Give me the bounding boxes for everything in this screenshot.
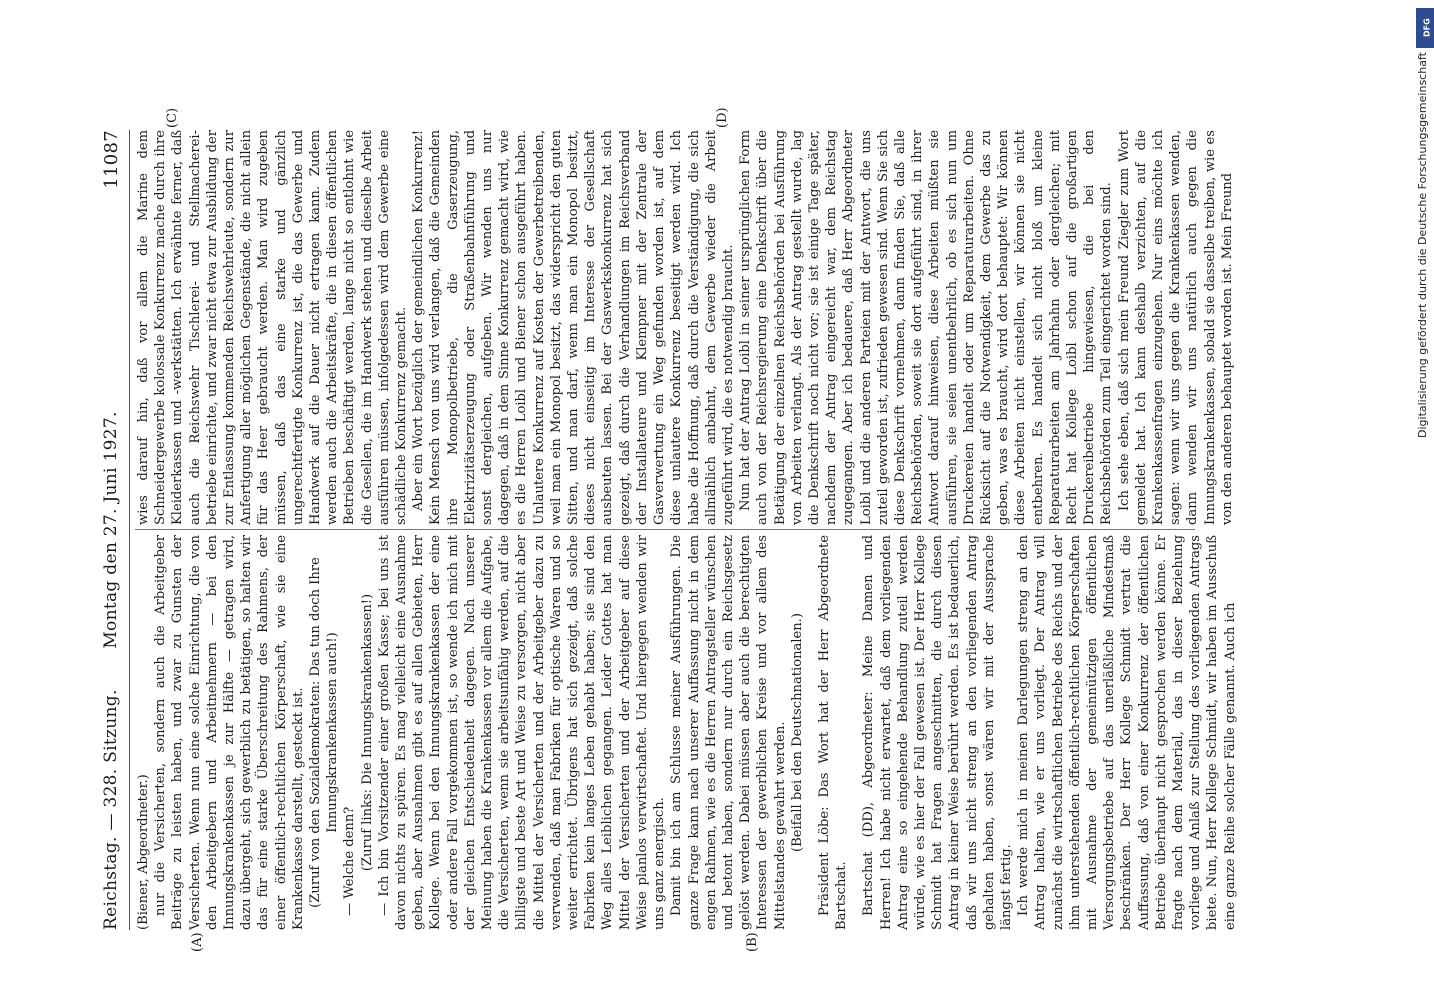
- paragraph: Ich werde mich in meinen Darlegungen streng an den Antrag halten, wie er uns vorliegt. Der Antrag will zunächst die wirtschaftlichen Betriebe des Reichs und der ihm unterstehenden öffentlich-rechtlichen Körperschaften mit Ausnahme der gemeinnützigen öffentlichen Versorgungsbetriebe auf das unerläßliche Mindestmaß beschränken. Der Herr Kollege Schmidt vertrat die Auffassung, daß von einer Konkurrenz der öffentlichen Betriebe überhaupt nicht gesprochen werden könne. Er fragte nach dem Material, das in dieser Beziehung vorliege und Anlaß zur Stellung des vorliegenden Antrags biete. Nun, Herr Kollege Schmidt, wir haben im Ausschuß eine ganze Reihe solcher Fälle genannt. Auch ich: [1016, 535, 1238, 930]
- interjection: (Zuruf links: Die Innungskrankenkassen!): [359, 593, 375, 872]
- paragraph: — Ich bin Vorsitzender einer großen Kasse; bei uns ist davon nichts zu spüren. Es mag vielleicht eine Ausnahme geben, aber Ausnahmen gibt es auf allen Gebieten, Herr Kollege. Wenn bei den Innungskrankenkassen der eine oder andere Fall vorgekommen ist, so wende ich mich mit der gleichen Entschiedenheit dagegen. Nach unserer Meinung haben die Krankenkassen vor allem die Aufgabe, die Versicherten, wenn sie arbeitsunfähig werden, auf die billigste und beste Art und Weise zu versorgen, nicht aber die Mittel der Versicherten und der Arbeitgeber dazu zu verwenden, daß man Fabriken für optische Waren und so weiter errichtet. Übrigens hat sich gezeigt, daß solche Fabriken kein langes Leben gehabt haben; sie sind den Weg alles Leiblichen gegangen. Leider Gottes hat man Mittel der Versicherten und der Arbeitgeber auf diese Weise planlos verwirtschaftet. Und hiergegen wenden wir uns ganz energisch.: [376, 535, 668, 930]
- margin-mark-a: (A): [190, 932, 205, 952]
- margin-mark-b: (B): [745, 932, 760, 952]
- paragraph: Bartschat (DD), Abgeordneter: Meine Damen und Herren! Ich habe nicht erwartet, daß dem vorliegenden Antrag eine so eingehende Behandlung zuteil werden würde, wie es hier der Fall gewesen ist. Der Herr Kollege Schmidt hat Fragen angeschnitten, die durch diesen Antrag in keiner Weise berührt werden. Es ist bedauerlich, daß wir uns nicht streng an den vorliegenden Antrag gehalten haben, sonst wären wir mit der Aussprache längst fertig.: [861, 535, 1014, 930]
- paragraph: Damit bin ich am Schlusse meiner Ausführungen. Die ganze Frage kann nach unserer Auffassung nicht in dem engen Rahmen, wie es die Herren Antragsteller wünschen und betont haben, sondern nur durch ein Reichsgesetz gelöst werden. Dabei müssen aber auch die berechtigten Interessen der gewerblichen Kreise und vor allem des Mittelstandes gewahrt werden.: [669, 535, 788, 930]
- paragraph: nur die Versicherten, sondern auch die Arbeitgeber Beiträge zu leisten haben, und zwar zu Gunsten der Versicherten. Wenn nun eine solche Einrichtung, die von den Arbeitgebern und Arbeitnehmern — bei den Innungskrankenkassen je zur Hälfte — getragen wird, dazu übergeht, sich gewerblich zu betätigen, so halten wir das für eine starke Überschreitung des Rahmens, der einer öffentlich-rechtlichen Körperschaft, wie sie eine Krankenkasse darstellt, gesteckt ist.: [153, 535, 306, 930]
- president-statement: Präsident Löbe: Das Wort hat der Herr Abgeordnete Bartschat.: [816, 535, 850, 930]
- paragraph: Nun hat der Antrag Loibl in seiner ursprünglichen Form auch von der Reichsregierung eine Denkschrift über die Betätigung der einzelnen Reichsbehörden bei Ausführung von Arbeiten verlangt. Als der Antrag gestellt wurde, lag die Denkschrift noch nicht vor; sie ist einige Tage später, nachdem der Antrag eingereicht war, dem Reichstag zugegangen. Aber ich bedauere, daß Herr Abgeordneter Loibl und die anderen Parteien mit der Antwort, die uns zuteil geworden ist, zufrieden gewesen sind. Wenn Sie sich diese Denkschrift vornehmen, dann finden Sie, daß alle Reichsbehörden, soweit sie dort aufgeführt sind, in ihrer Antwort darauf hinweisen, diese Arbeiten müßten sie ausführen, sie seien unentbehrlich, ob es sich nun um Druckereien handelt oder um Reparaturarbeiten. Ohne Rücksicht auf die Notwendigkeit, dem Gewerbe das zu geben, was es braucht, wird dort behauptet: Wir können diese Arbeiten nicht einstellen, wir können sie nicht entbehren. Es handelt sich nicht bloß um kleine Reparaturarbeiten am Jahrhahn oder dergleichen; mit Recht hat Kollege Loibl schon auf die großartigen Druckereibetriebe hingewiesen, die bei den Reichsbehörden zum Teil eingerichtet worden sind.: [738, 130, 1115, 525]
- margin-mark-d: (D): [715, 107, 730, 128]
- speaker-attribution: (Biener, Abgeordneter.): [136, 774, 151, 930]
- left-column: [135, 535, 1239, 930]
- interjection: (Zuruf von den Sozialdemokraten: Das tun doch Ihre Innungskrankenkassen auch!): [308, 557, 341, 908]
- margin-mark-c: (C): [165, 107, 180, 128]
- dfg-logo: DFG: [1416, 8, 1434, 48]
- header-rule: [129, 130, 130, 930]
- funding-note: Digitalisierung gefördert durch die Deutsche Forschungsgemeinschaft: [1416, 52, 1429, 438]
- paragraph: Aber ein Wort bezüglich der gemeindlichen Konkurrenz! Kein Mensch von uns wird verlangen, daß die Gemeinden ihre Monopolbetriebe, die Gaserzeugung, Elektrizitätserzeugung oder Straßenbahnführung und sonst dergleichen, aufgeben. Wir wenden uns nur dagegen, daß in dem Sinne Konkurrenz gemacht wird, wie es die Herren Loibl und Biener schon ausgeführt haben. Unlautere Konkurrenz auf Kosten der Gewerbetreibenden, weil man ein Monopol besitzt, das widerspricht den guten Sitten, und man darf, wenn man ein Monopol besitzt, dieses nicht einseitig im Interesse der Gesellschaft ausbeuten lassen. Bei der Gaswerkskonkurrenz hat sich gezeigt, daß durch die Verhandlungen im Reichsverband der Installateure und Klempner mit der Zentrale der Gasverwertung ein Weg gefunden worden ist, auf dem diese unlautere Konkurrenz beseitigt werden wird. Ich habe die Hoffnung, daß durch die Verständigung, die sich allmählich anbahnt, dem Gewerbe wieder die Arbeit zugeführt wird, die es notwendig braucht.: [411, 130, 736, 525]
- column-separator: [135, 529, 1195, 530]
- paragraph: wies darauf hin, daß vor allem die Marine dem Schneidergewerbe kolossale Konkurrenz mache durch ihre Kleiderkassen und -werkstätten. Ich erwähnte ferner, daß auch die Reichswehr Tischlerei- und Stellmacherei-betriebe einrichte, und zwar nicht etwa zur Ausbildung der zur Entlassung kommenden Reichswehrleute, sondern zur Anfertigung aller möglichen Gegenstände, die nicht allein für das Heer gebraucht werden. Man wird zugeben müssen, daß das eine starke und gänzlich ungerechtfertigte Konkurrenz ist, die das Gewerbe und Handwerk auf die Dauer nicht ertragen kann. Zudem werden auch die Arbeitskräfte, die in diesen öffentlichen Betrieben beschäftigt werden, lange nicht so entlohnt wie die Gesellen, die im Handwerk stehen und dieselbe Arbeit ausführen müssen, infolgedessen wird dem Gewerbe eine schädliche Konkurrenz gemacht.: [136, 130, 410, 525]
- session-title: Reichstag. — 328. Sitzung.: [101, 689, 121, 930]
- page-header: [101, 130, 125, 930]
- scanned-page: [95, 100, 1335, 960]
- page-number: 11087: [101, 130, 122, 189]
- applause-note: (Beifall bei den Deutschnationalen.): [789, 613, 805, 852]
- session-date: Montag den 27. Juni 1927.: [101, 411, 121, 649]
- paragraph: — Welche denn?: [342, 806, 358, 916]
- paragraph: Ich sehe eben, daß sich mein Freund Ziegler zum Wort gemeldet hat. Ich kann deshalb verzichten, auf die Krankenkassenfragen einzugehen. Nur eins möchte ich sagen: wenn wir uns gegen die Krankenkassen wenden, dann wenden wir uns natürlich auch gegen die Innungskrankenkassen, sobald sie dasselbe treiben, wie es von den anderen behauptet worden ist. Mein Freund: [1116, 130, 1235, 525]
- right-column: [135, 130, 1236, 525]
